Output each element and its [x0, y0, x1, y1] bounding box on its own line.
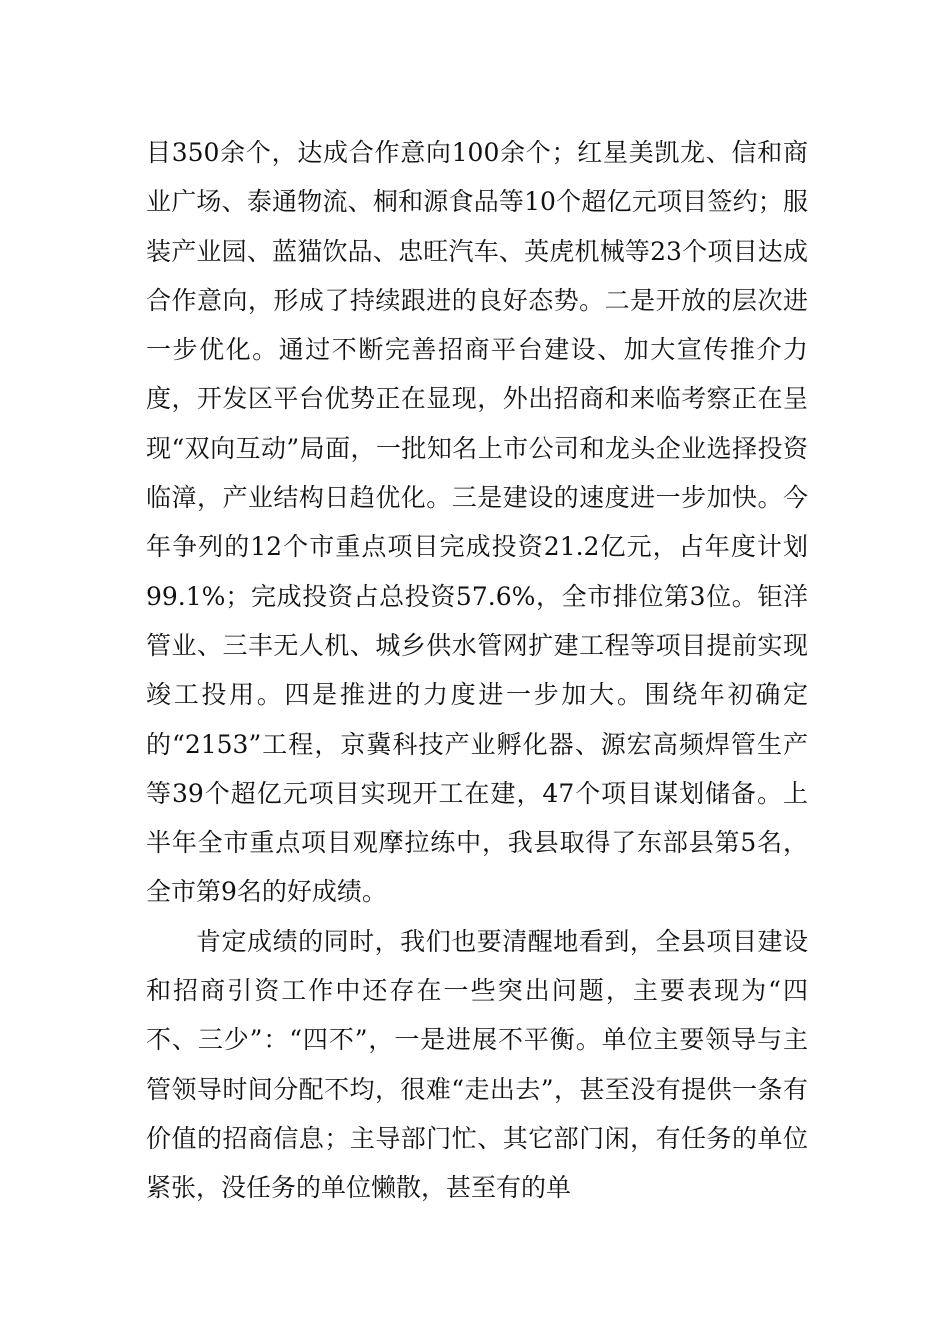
paragraph: 肯定成绩的同时，我们也要清醒地看到，全县项目建设和招商引资工作中还存在一些突出问题，主要表现为“四不、三少”：“四不”，一是进展不平衡。单位主要领导与主管领导时间分配不均，很难“走出去”，甚至没有提供一条有价值的招商信息；主导部门忙、其它部门闲，有任务的单位紧张，没任务的单位懒散，甚至有的单: [146, 926, 808, 1203]
paragraph-continued: 目350余个，达成合作意向100余个；红星美凯龙、信和商业广场、泰通物流、桐和源食品等10个超亿元项目签约；服装产业园、蓝猫饮品、忠旺汽车、英虎机械等23个项目达成合作意向，形成了持续跟进的良好态势。二是开放的层次进一步优化。通过不断完善招商平台建设、加大宣传推介力度，开发区平台优势正在显现，外出招商和来临考察正在呈现“双向互动”局面，一批知名上市公司和龙头企业选择投资临漳，产业结构日趋优化。三是建设的速度进一步加快。今年争列的12个市重点项目完成投资21.2亿元，占年度计划99.1%；完成投资占总投资57.6%，全市排位第3位。钜洋管业、三丰无人机、城乡供水管网扩建工程等项目提前实现竣工投用。四是推进的力度进一步加大。围绕年初确定的“2153”工程，京冀科技产业孵化器、源宏高频焊管生产等39个超亿元项目实现开工在建，47个项目谋划储备。上半年全市重点项目观摩拉练中，我县取得了东部县第5名，全市第9名的好成绩。: [146, 138, 808, 907]
document-body: [146, 128, 808, 1213]
